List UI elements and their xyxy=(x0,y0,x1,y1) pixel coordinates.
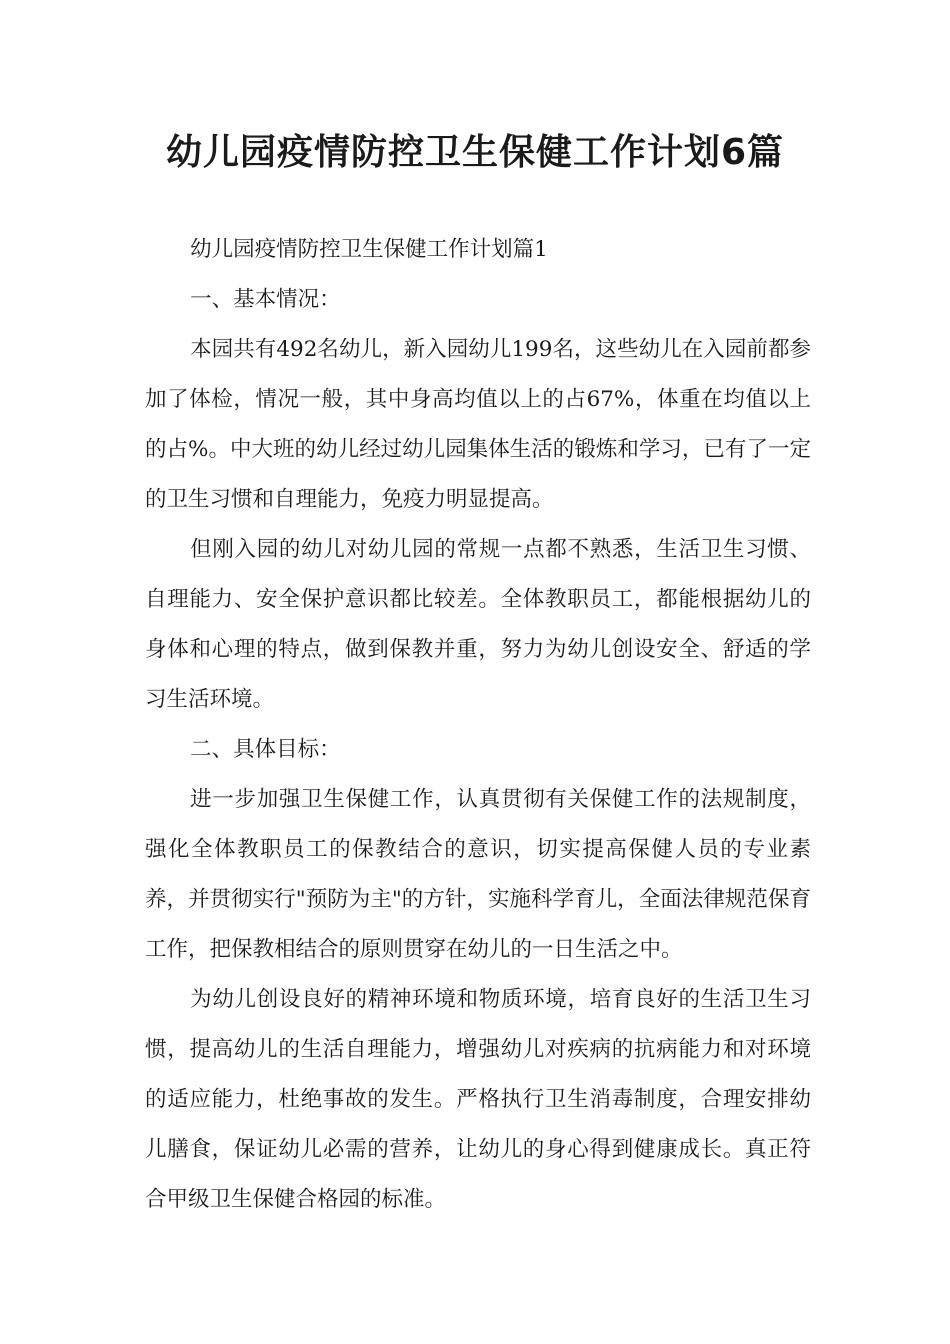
section-heading: 幼儿园疫情防控卫生保健工作计划篇1 xyxy=(190,237,548,262)
subheading-specific-goals: 二、具体目标： xyxy=(190,737,341,762)
document-title: 幼儿园疫情防控卫生保健工作计划6篇 xyxy=(165,132,785,173)
paragraph: 进一步加强卫生保健工作，认真贯彻有关保健工作的法规制度，强化全体教职员工的保教结合的意识，切实提高保健人员的专业素养，并贯彻实行"预防为主"的方针，实施科学育儿，全面法律规范保育工作，把保教相结合的原则贯穿在幼儿的一日生活之中。 xyxy=(145,787,811,962)
paragraph: 但刚入园的幼儿对幼儿园的常规一点都不熟悉，生活卫生习惯、自理能力、安全保护意识都比较差。全体教职员工，都能根据幼儿的身体和心理的特点，做到保教并重，努力为幼儿创设安全、舒适的学习生活环境。 xyxy=(145,537,811,712)
paragraph: 本园共有492名幼儿，新入园幼儿199名，这些幼儿在入园前都参加了体检，情况一般，其中身高均值以上的占67%，体重在均值以上的占%。中大班的幼儿经过幼儿园集体生活的锻炼和学习，已有了一定的卫生习惯和自理能力，免疫力明显提高。 xyxy=(145,337,811,512)
paragraph: 为幼儿创设良好的精神环境和物质环境，培育良好的生活卫生习惯，提高幼儿的生活自理能力，增强幼儿对疾病的抗病能力和对环境的适应能力，杜绝事故的发生。严格执行卫生消毒制度，合理安排幼儿膳食，保证幼儿必需的营养，让幼儿的身心得到健康成长。真正符合甲级卫生保健合格园的标准。 xyxy=(145,987,811,1212)
subheading-basic-situation: 一、基本情况： xyxy=(190,287,341,312)
document-body xyxy=(145,225,811,1225)
